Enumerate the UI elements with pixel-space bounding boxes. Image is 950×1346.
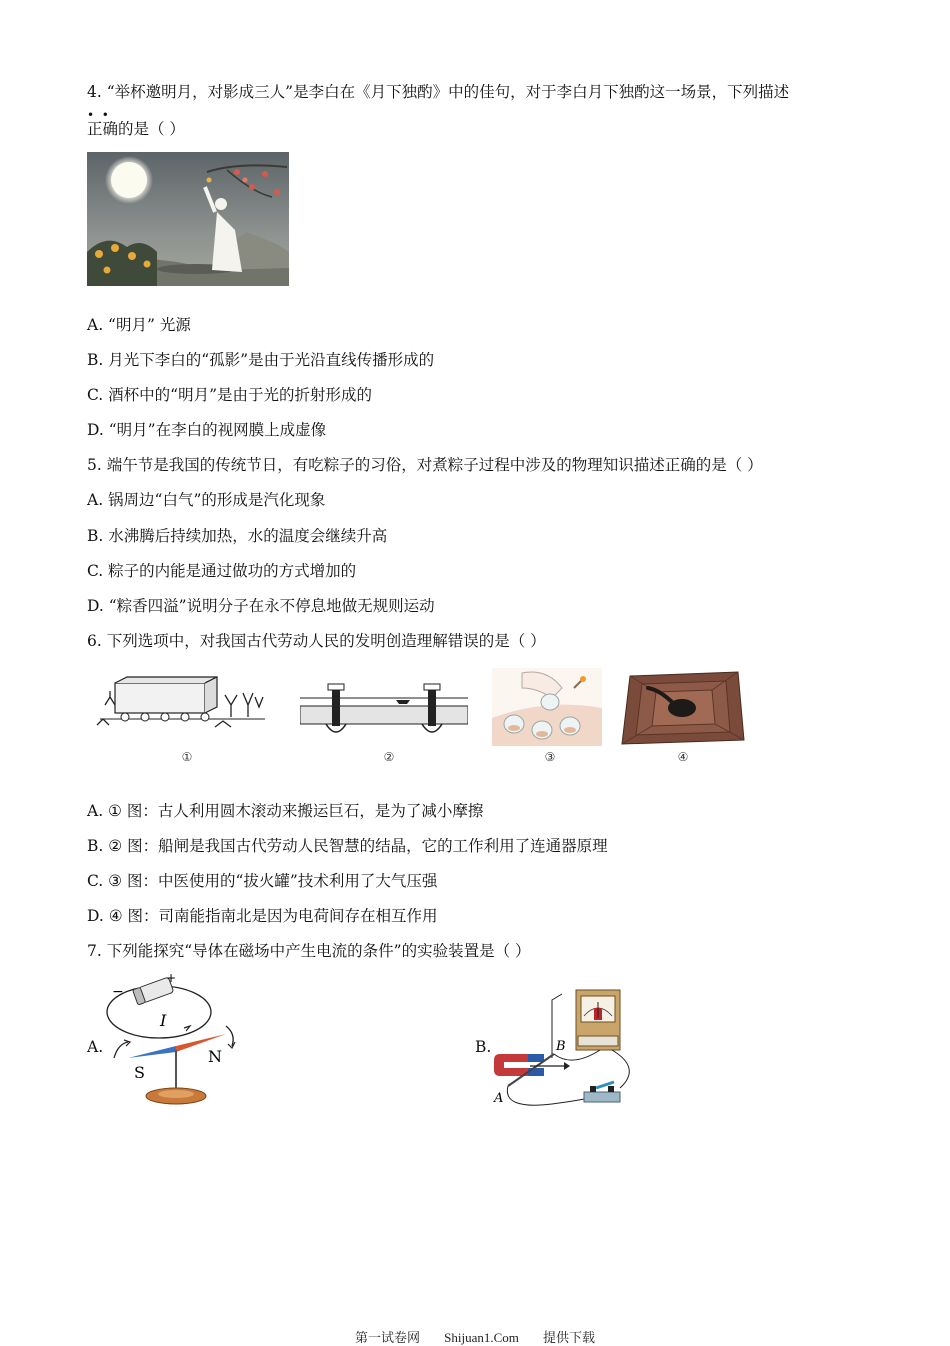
rolling-logs-figure xyxy=(95,675,270,747)
q4-option-c: C. 酒杯中的“明月”是由于光的折射形成的 xyxy=(87,386,373,404)
induction-experiment-figure xyxy=(492,988,632,1110)
q6-option-b: B. ② 图：船闸是我国古代劳动人民智慧的结晶，它的工作利用了连通器原理 xyxy=(87,837,608,855)
south-pole-label: S xyxy=(134,1063,145,1082)
q6-option-d: D. ④ 图：司南能指南北是因为电荷间存在相互作用 xyxy=(87,907,438,925)
q6-option-a: A. ① 图：古人利用圆木滚动来搬运巨石，是为了减小摩擦 xyxy=(87,802,484,820)
q6-stem: 6. 下列选项中，对我国古代劳动人民的发明创造理解错误的是（ ） xyxy=(87,632,546,650)
cupping-figure xyxy=(492,668,602,746)
compass-sinan-figure xyxy=(620,668,746,746)
page-footer xyxy=(0,1327,950,1346)
oersted-experiment-figure xyxy=(104,970,244,1110)
ship-lock-figure xyxy=(300,678,468,743)
q4-option-b: B. 月光下李白的“孤影”是由于光沿直线传播形成的 xyxy=(87,351,435,369)
caption-1: ① xyxy=(181,750,193,764)
q7-option-a-label: A. xyxy=(87,1038,104,1056)
q4-option-a: A. “明月” 光源 xyxy=(87,316,191,334)
footer-site-domain[interactable]: Shijuan1.Com xyxy=(444,1330,519,1345)
rod-end-a-label: A xyxy=(494,1091,504,1106)
battery-minus-label: − xyxy=(112,984,124,1000)
q4-option-d: D. “明月”在李白的视网膜上成虚像 xyxy=(87,421,327,439)
q5-option-a: A. 锅周边“白气”的形成是汽化现象 xyxy=(87,491,326,509)
q5-stem: 5. 端午节是我国的传统节日，有吃粽子的习俗，对煮粽子过程中涉及的物理知识描述正确的是（ ） xyxy=(87,456,763,474)
li-bai-moon-illustration xyxy=(87,152,289,286)
footer-site-name: 第一试卷网 xyxy=(354,1331,420,1346)
q6-option-c: C. ③ 图：中医使用的“拔火罐”技术利用了大气压强 xyxy=(87,872,438,890)
caption-2: ② xyxy=(383,750,395,764)
north-pole-label: N xyxy=(208,1047,222,1066)
q5-option-c: C. 粽子的内能是通过做功的方式增加的 xyxy=(87,562,357,580)
current-label: I xyxy=(160,1011,167,1030)
q5-option-b: B. 水沸腾后持续加热，水的温度会继续升高 xyxy=(87,527,388,545)
battery-plus-label: + xyxy=(166,971,177,985)
caption-4: ④ xyxy=(677,750,689,764)
q4-stem-line2: 正确的是（ ） xyxy=(87,120,185,138)
footer-download-text: 提供下载 xyxy=(543,1331,596,1346)
caption-3: ③ xyxy=(544,750,556,764)
rod-end-b-label: B xyxy=(556,1039,566,1054)
q7-option-b-label: B. xyxy=(475,1038,492,1056)
q4-stem-line1: 4. “举杯邀明月，对影成三人”是李白在《月下独酌》中的佳句，对于李白月下独酌这一场景，下列描述 xyxy=(87,83,790,101)
q7-stem: 7. 下列能探究“导体在磁场中产生电流的条件”的实验装置是（ ） xyxy=(87,942,531,960)
q5-option-d: D. “粽香四溢”说明分子在永不停息地做无规则运动 xyxy=(87,597,435,615)
emphasis-dots: • • xyxy=(87,108,109,122)
